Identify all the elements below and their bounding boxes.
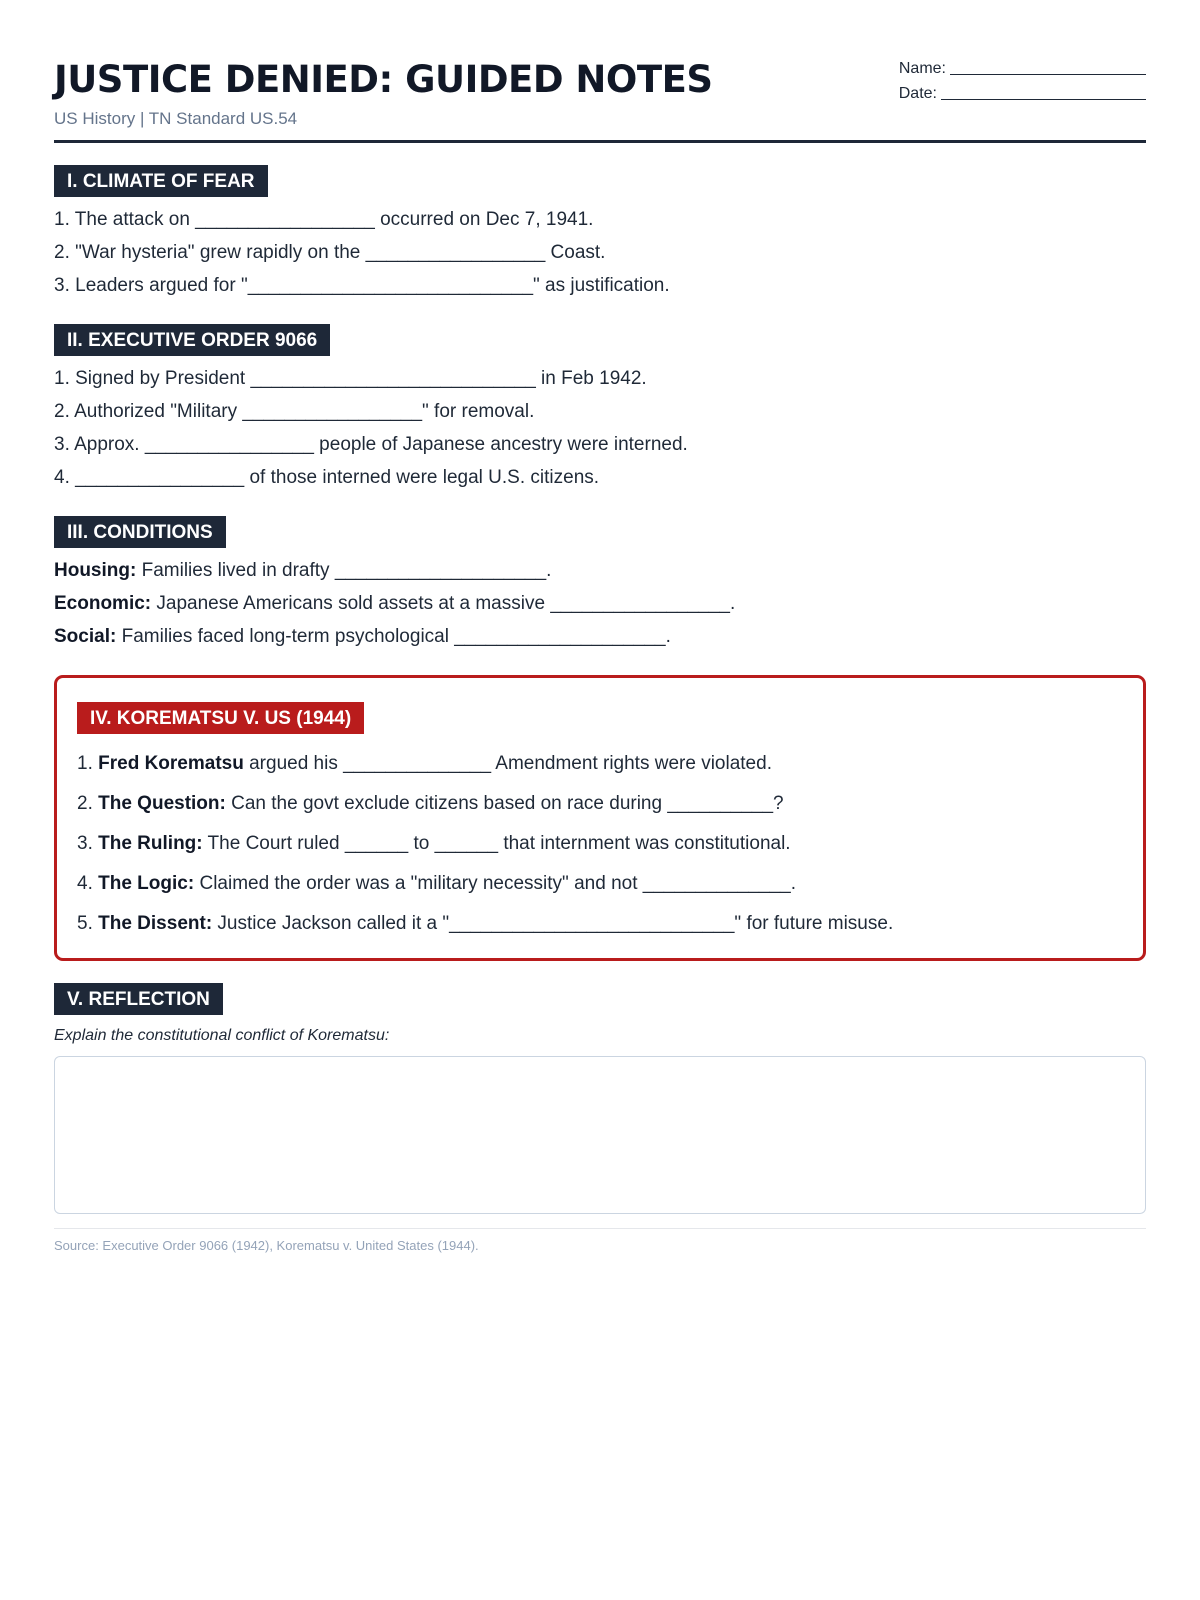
item-label: Housing: [54,560,137,581]
page-title: JUSTICE DENIED: GUIDED NOTES [54,58,713,101]
item-text: argued his ______________ Amendment rights were violated. [243,753,772,774]
note-item: 1. Signed by President ___________________________ in Feb 1942. [54,368,647,389]
date-field[interactable] [941,81,1146,100]
note-item: 3. Approx. ________________ people of Japanese ancestry were interned. [54,434,688,455]
source-footer: Source: Executive Order 9066 (1942), Korematsu v. United States (1944). [54,1228,1146,1253]
note-item [54,587,1146,620]
page-subtitle: US History | TN Standard US.54 [54,109,298,128]
section-heading: III. CONDITIONS [54,516,226,548]
item-number: 2. [77,793,99,814]
section-heading: II. EXECUTIVE ORDER 9066 [54,324,330,356]
item-label: The Question: [98,793,226,814]
item-number: 3. [77,833,99,854]
item-text: Claimed the order was a "military necessity" and not ______________. [194,873,796,894]
section-reflection [54,983,1146,1214]
note-item: 3. Leaders argued for "___________________________" as justification. [54,275,670,296]
item-label: Economic: [54,593,152,614]
reflection-answer-box[interactable] [54,1056,1146,1214]
item-number: 5. [77,913,99,934]
note-item [77,784,1123,824]
item-text: Can the govt exclude citizens based on race during __________? [225,793,784,814]
section-heading: IV. KOREMATSU V. US (1944) [77,702,364,734]
section-conditions [54,516,1146,653]
section-korematsu-case [54,675,1146,961]
note-item [77,904,1123,944]
item-label: Fred Korematsu [98,753,244,774]
note-item: 2. "War hysteria" grew rapidly on the _________________ Coast. [54,242,606,263]
note-item [54,554,1146,587]
item-label: Social: [54,626,117,647]
item-label: The Logic: [98,873,195,894]
item-text: Justice Jackson called it a "___________________________" for future misuse. [212,913,894,934]
reflection-prompt: Explain the constitutional conflict of Korematsu: [54,1027,390,1044]
item-number: 4. [77,873,99,894]
note-item [77,744,1123,784]
note-item: 1. The attack on _________________ occurred on Dec 7, 1941. [54,209,594,230]
item-text: Families faced long-term psychological ____________________. [116,626,671,647]
note-item: 2. Authorized "Military _________________" for removal. [54,401,535,422]
note-item [77,864,1123,904]
note-item: 4. ________________ of those interned were legal U.S. citizens. [54,467,600,488]
note-item [77,824,1123,864]
name-date-block [899,56,1146,106]
item-text: Japanese Americans sold assets at a massive _________________. [151,593,736,614]
item-label: The Ruling: [98,833,203,854]
name-field[interactable] [950,56,1146,75]
section-climate-of-fear [54,165,1146,302]
item-text: The Court ruled ______ to ______ that internment was constitutional. [202,833,791,854]
section-executive-order [54,324,1146,494]
note-item [54,620,1146,653]
item-label: The Dissent: [98,913,213,934]
date-label: Date: [898,85,937,102]
item-text: Families lived in drafty ____________________. [136,560,552,581]
item-number: 1. [77,753,99,774]
name-label: Name: [898,60,946,77]
section-heading: I. CLIMATE OF FEAR [54,165,268,197]
section-heading: V. REFLECTION [54,983,223,1015]
worksheet-header [54,0,1146,143]
